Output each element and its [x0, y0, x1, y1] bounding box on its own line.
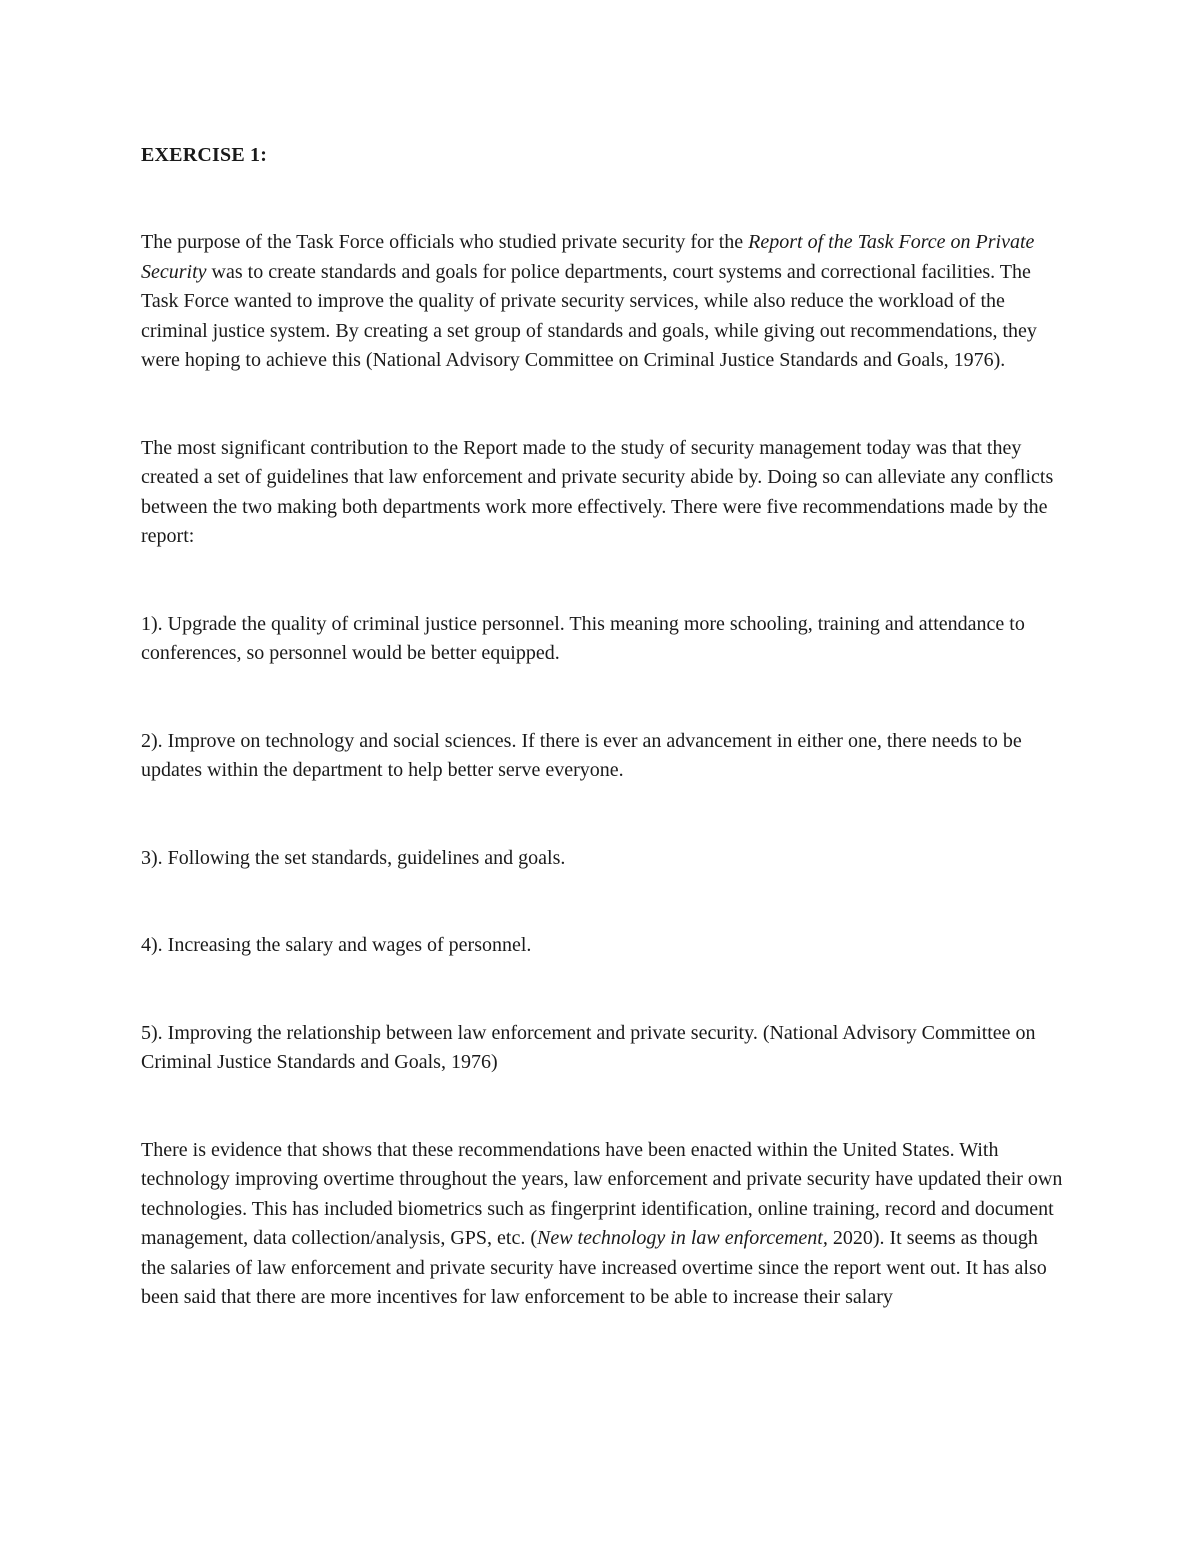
recommendation-item-4: 4). Increasing the salary and wages of personnel. [141, 934, 532, 956]
paragraph-contribution: The most significant contribution to the Report made to the study of security management today was that they created a set of guidelines that law enforcement and private security abide by. Doing so can alleviate any conflicts between the two making both departments work more effectively. There were five recommendations made by the report: [141, 436, 1054, 547]
exercise-heading: EXERCISE 1: [141, 144, 268, 166]
recommendation-item-2: 2). Improve on technology and social sciences. If there is ever an advancement in either one, there needs to be updates within the department to help better serve everyone. [141, 729, 1022, 781]
paragraph-purpose-rest: was to create standards and goals for police departments, court systems and correctional facilities. The Task Force wanted to improve the quality of private security services, while also reduce the workload of the criminal justice system. By creating a set group of standards and goals, while giving out recommendations, they were hoping to achieve this (National Advisory Committee on Criminal Justice Standards and Goals, 1976). [141, 260, 1037, 371]
source-title: New technology in law enforcement, [537, 1227, 828, 1249]
paragraph-purpose-lead: The purpose of the Task Force officials who studied private security for the [141, 231, 749, 253]
paragraph-purpose [141, 228, 1066, 376]
paragraph-evidence-lead: There is evidence that shows that these recommendations have been enacted within the United States. With technology improving overtime throughout the years, law enforcement and private security have updated their own technologies. This has included biometrics such as fingerprint identification, online training, record and document management, data collection/analysis, GPS, etc. ( [141, 1138, 1063, 1249]
paragraph-evidence-rest: 2020). It seems as though the salaries of law enforcement and private security have increased overtime since the report went out. It has also been said that there are more incentives for law enforcement to be able to increase their salary [141, 1227, 1047, 1308]
recommendation-item-5: 5). Improving the relationship between law enforcement and private security. (National Advisory Committee on Criminal Justice Standards and Goals, 1976) [141, 1021, 1036, 1073]
recommendation-item-1: 1). Upgrade the quality of criminal justice personnel. This meaning more schooling, training and attendance to conferences, so personnel would be better equipped. [141, 612, 1025, 664]
paragraph-evidence [141, 1136, 1066, 1313]
report-title: Report of the Task Force on Private Security [141, 231, 1035, 283]
document-body [141, 140, 1066, 1313]
recommendation-item-3: 3). Following the set standards, guidelines and goals. [141, 846, 566, 869]
